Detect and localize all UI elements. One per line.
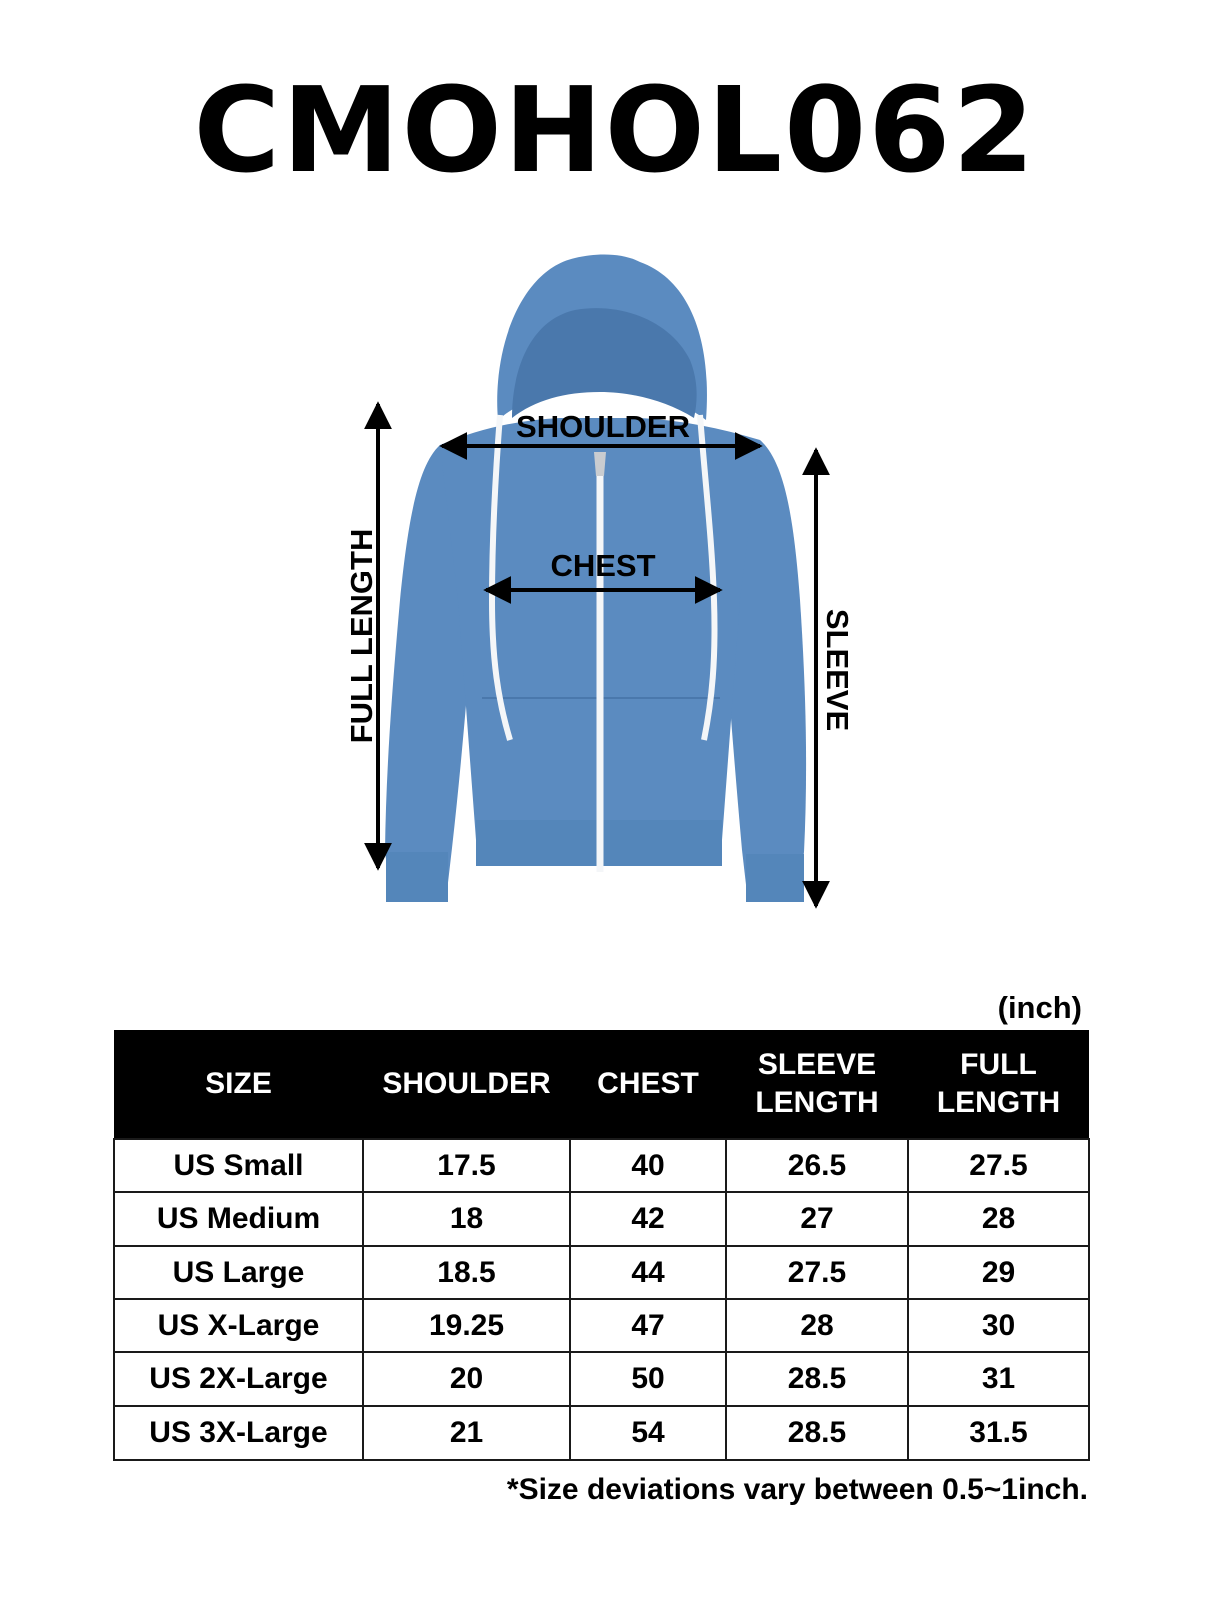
chest-cell: 50 [570,1352,726,1406]
sleeve-label: SLEEVE [820,608,855,732]
shoulder-cell: 20 [363,1352,570,1406]
unit-label: (inch) [997,990,1082,1025]
sleeve-length-cell: 28.5 [726,1406,908,1460]
sleeve-length-cell: 27.5 [726,1246,908,1299]
shoulder-cell: 18.5 [363,1246,570,1299]
shoulder-cell: 17.5 [363,1139,570,1192]
size-cell: US Large [114,1246,363,1299]
header-chest: CHEST [570,1030,726,1139]
size-cell: US Small [114,1139,363,1192]
shoulder-cell: 19.25 [363,1299,570,1352]
right-cuff [746,854,804,902]
chest-label: CHEST [550,548,656,583]
full-length-label: FULL LENGTH [344,528,379,744]
product-code-title: CMOHOL062 [193,61,1037,199]
hoodie-measurement-diagram [0,240,1230,930]
sleeve-length-cell: 28 [726,1299,908,1352]
size-cell: US Medium [114,1192,363,1246]
chest-cell: 40 [570,1139,726,1192]
table-row [114,1406,1089,1460]
shoulder-cell: 21 [363,1406,570,1460]
size-cell: US 3X-Large [114,1406,363,1460]
shoulder-cell: 18 [363,1192,570,1246]
header-full-length: FULL LENGTH [908,1030,1089,1139]
chest-cell: 42 [570,1192,726,1246]
full-length-cell: 31.5 [908,1406,1089,1460]
size-cell: US 2X-Large [114,1352,363,1406]
table-row [114,1299,1089,1352]
sleeve-length-cell: 26.5 [726,1139,908,1192]
size-cell: US X-Large [114,1299,363,1352]
full-length-cell: 29 [908,1246,1089,1299]
chest-cell: 44 [570,1246,726,1299]
table-row [114,1246,1089,1299]
table-row [114,1139,1089,1192]
sleeve-length-cell: 27 [726,1192,908,1246]
size-deviation-note: *Size deviations vary between 0.5~1inch. [506,1473,1088,1506]
chest-cell: 47 [570,1299,726,1352]
full-length-cell: 28 [908,1192,1089,1246]
table-row [114,1352,1089,1406]
table-row [114,1192,1089,1246]
sleeve-length-cell: 28.5 [726,1352,908,1406]
full-length-cell: 30 [908,1299,1089,1352]
left-cuff [386,852,448,902]
full-length-cell: 27.5 [908,1139,1089,1192]
shoulder-label: SHOULDER [516,409,690,444]
header-sleeve-length: SLEEVE LENGTH [726,1030,908,1139]
chest-cell: 54 [570,1406,726,1460]
header-size: SIZE [114,1030,363,1139]
header-shoulder: SHOULDER [363,1030,570,1139]
size-chart-table [113,1030,1090,1461]
full-length-cell: 31 [908,1352,1089,1406]
table-header-row [114,1030,1089,1139]
